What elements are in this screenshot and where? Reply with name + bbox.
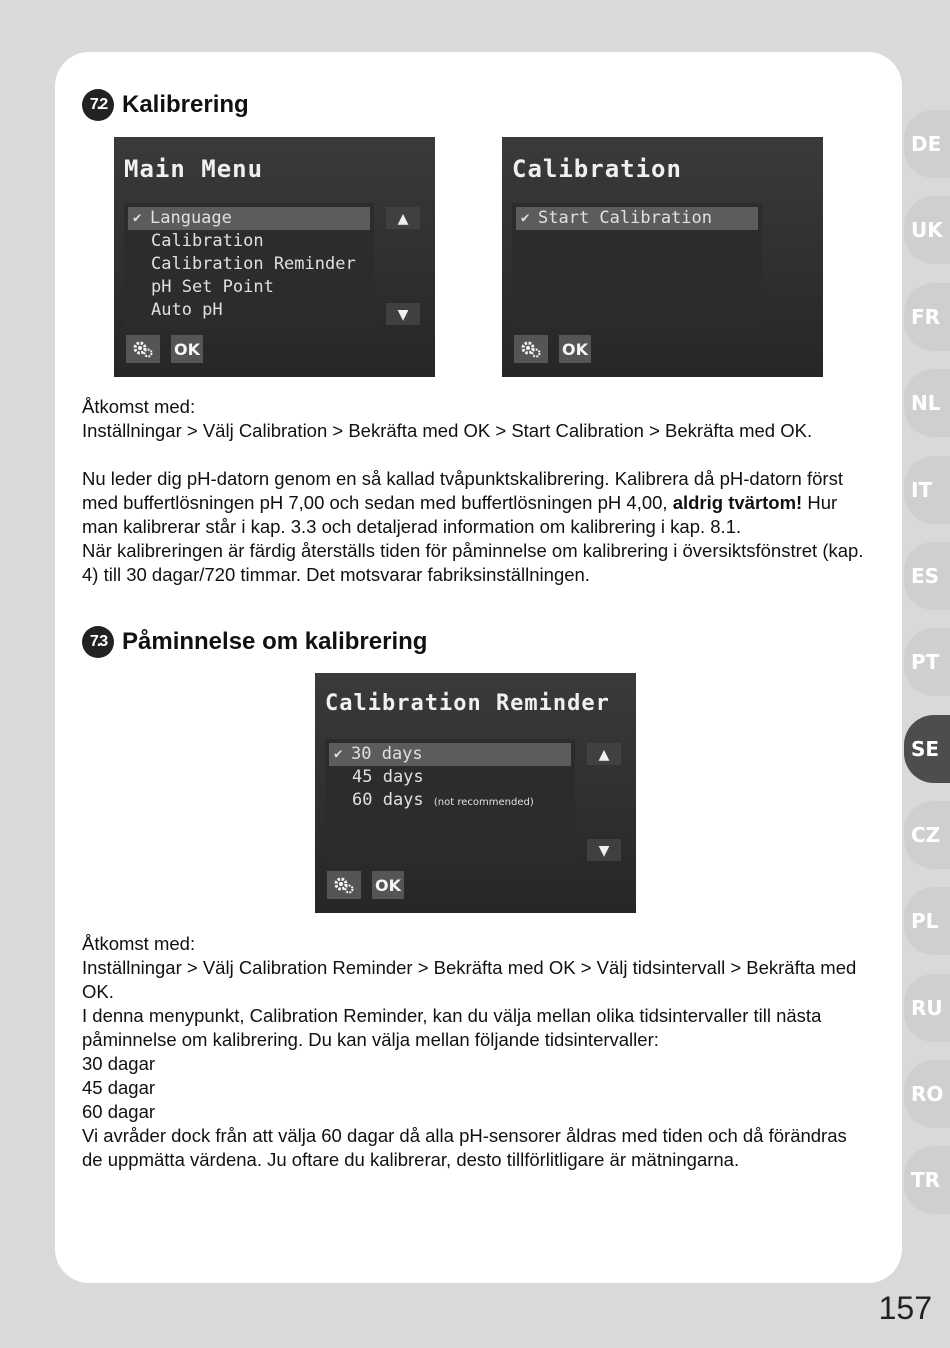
lang-tab-se[interactable]: SE bbox=[904, 715, 950, 783]
section-number-badge: 7.3 bbox=[82, 626, 114, 658]
ok-button[interactable]: OK bbox=[372, 871, 404, 899]
lang-tab-ro[interactable]: RO bbox=[904, 1060, 950, 1128]
option-60-days[interactable] bbox=[325, 789, 575, 812]
menu-item-calibration[interactable]: Calibration bbox=[151, 231, 264, 251]
scroll-down-icon[interactable]: ▼ bbox=[587, 839, 621, 861]
settings-gear-icon[interactable] bbox=[126, 335, 160, 363]
section-title: Påminnelse om kalibrering bbox=[122, 628, 428, 655]
section-72-text bbox=[82, 395, 872, 587]
option-45-days[interactable]: 45 days bbox=[352, 767, 424, 787]
lang-tab-ru[interactable]: RU bbox=[904, 974, 950, 1042]
screen-title: Calibration Reminder bbox=[325, 691, 610, 716]
lang-tab-es[interactable]: ES bbox=[904, 542, 950, 610]
option-30-days[interactable] bbox=[329, 743, 571, 766]
calibration-reminder-screen bbox=[315, 673, 636, 913]
screen-title: Calibration bbox=[512, 155, 682, 183]
check-icon: ✔ bbox=[521, 210, 530, 226]
ok-button[interactable]: OK bbox=[171, 335, 203, 363]
scroll-up-icon[interactable]: ▲ bbox=[587, 743, 621, 765]
calibration-screen bbox=[502, 137, 823, 377]
lang-tab-it[interactable]: IT bbox=[904, 456, 950, 524]
settings-gear-icon[interactable] bbox=[514, 335, 548, 363]
menu-list bbox=[124, 203, 374, 327]
reset-paragraph: När kalibreringen är färdig återställs tiden för påminnelse om kalibrering i översiktsfönstret (kap. 4) till 30 dagar/720 timmar. Det motsvarar fabriksinställningen. bbox=[82, 540, 864, 585]
section-73-heading bbox=[82, 626, 427, 658]
lang-tab-pt[interactable]: PT bbox=[904, 628, 950, 696]
not-recommended-note: (not recommended) bbox=[433, 797, 534, 808]
intervals-paragraph: I denna menypunkt, Calibration Reminder, kan du välja mellan olika tidsintervaller till nästa påminnelse om kalibrering. Du kan välja mellan följande tidsintervaller: bbox=[82, 1005, 822, 1050]
calibration-paragraph bbox=[82, 467, 872, 539]
menu-item-language[interactable] bbox=[128, 207, 370, 230]
section-number-badge: 7.2 bbox=[82, 89, 114, 121]
menu-item-start-calibration[interactable] bbox=[516, 207, 758, 230]
section-title: Kalibrering bbox=[122, 91, 249, 118]
menu-list bbox=[512, 203, 762, 327]
interval-option: 60 dagar bbox=[82, 1101, 156, 1122]
check-icon: ✔ bbox=[334, 746, 343, 762]
menu-item-ph-set-point[interactable]: pH Set Point bbox=[151, 277, 274, 297]
access-path: Inställningar > Välj Calibration > Bekräfta med OK > Start Calibration > Bekräfta med OK. bbox=[82, 420, 813, 441]
lang-tab-nl[interactable]: NL bbox=[904, 369, 950, 437]
paragraph-text: Hur man kalibrerar står i kap. 3.3 och detaljerad information om kalibrering i kap. 8.1. bbox=[82, 492, 838, 537]
scroll-down-icon[interactable]: ▼ bbox=[386, 303, 420, 325]
advice-paragraph: Vi avråder dock från att välja 60 dagar då alla pH-sensorer åldras med tiden och då förändras de uppmätta värdena. Ju oftare du kalibrerar, desto tillförlitligare är mätningarna. bbox=[82, 1125, 847, 1170]
ok-button[interactable]: OK bbox=[559, 335, 591, 363]
emphasis-text: aldrig tvärtom! bbox=[672, 492, 803, 513]
lang-tab-de[interactable]: DE bbox=[904, 110, 950, 178]
menu-item-calibration-reminder[interactable]: Calibration Reminder bbox=[151, 254, 356, 274]
section-72-heading bbox=[82, 89, 249, 121]
check-icon: ✔ bbox=[133, 210, 142, 226]
main-menu-screen bbox=[114, 137, 435, 377]
lang-tab-tr[interactable]: TR bbox=[904, 1146, 950, 1214]
page-number: 157 bbox=[878, 1290, 932, 1326]
settings-gear-icon[interactable] bbox=[327, 871, 361, 899]
paragraph-text: Nu leder dig pH-datorn genom en så kallad tvåpunktskalibrering. Kalibrera då pH-datorn först med buffertlösningen pH 7,00 och sedan med buffertlösningen pH 4,00, bbox=[82, 468, 843, 513]
access-label: Åtkomst med: bbox=[82, 933, 196, 954]
menu-item-label: Start Calibration bbox=[538, 208, 712, 228]
lang-tab-cz[interactable]: CZ bbox=[904, 801, 950, 869]
lang-tab-uk[interactable]: UK bbox=[904, 196, 950, 264]
scroll-up-icon[interactable]: ▲ bbox=[386, 207, 420, 229]
option-label: 60 days bbox=[352, 790, 424, 810]
section-73-text bbox=[82, 932, 872, 1172]
option-label: 30 days bbox=[351, 744, 423, 764]
screen-title: Main Menu bbox=[124, 155, 264, 183]
menu-item-auto-ph[interactable]: Auto pH bbox=[151, 300, 223, 320]
menu-list bbox=[325, 739, 575, 863]
access-label: Åtkomst med: bbox=[82, 396, 196, 417]
interval-option: 45 dagar bbox=[82, 1077, 156, 1098]
menu-item-label: Language bbox=[150, 208, 232, 228]
interval-option: 30 dagar bbox=[82, 1053, 156, 1074]
access-path: Inställningar > Välj Calibration Reminder > Bekräfta med OK > Välj tidsintervall > Bekräfta med OK. bbox=[82, 957, 857, 1002]
lang-tab-fr[interactable]: FR bbox=[904, 283, 950, 351]
lang-tab-pl[interactable]: PL bbox=[904, 887, 950, 955]
